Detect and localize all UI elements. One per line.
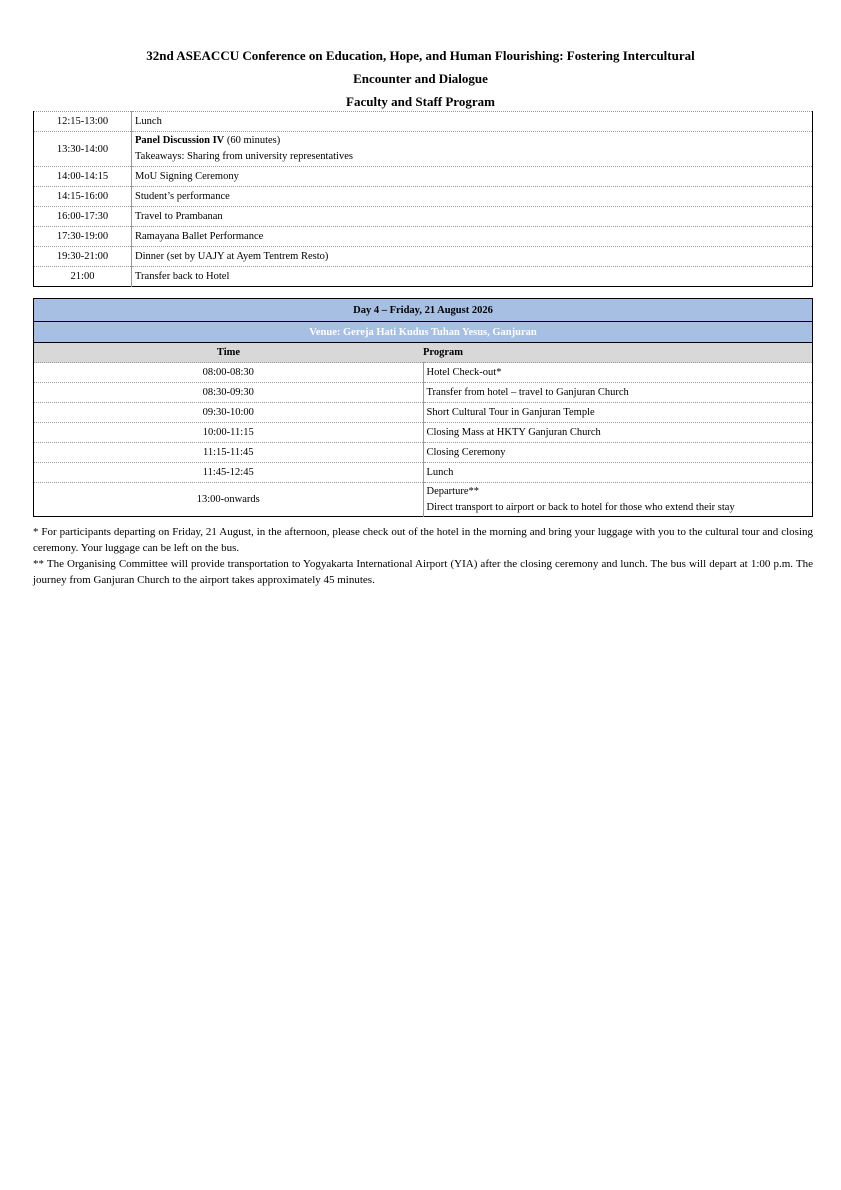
time-cell: 14:15-16:00 — [34, 187, 132, 207]
conference-title-line-2: Encounter and Dialogue — [353, 71, 488, 86]
program-cell: Ramayana Ballet Performance — [132, 227, 813, 247]
program-cell — [132, 132, 813, 167]
session-duration: (60 minutes) — [224, 135, 281, 146]
table-row — [34, 227, 813, 247]
time-cell: 13:00-onwards — [34, 483, 424, 517]
day-title: Day 4 – Friday, 21 August 2026 — [34, 299, 813, 322]
program-cell: Dinner (set by UAJY at Ayem Tentrem Resto) — [132, 247, 813, 267]
program-cell — [423, 483, 813, 517]
time-cell: 13:30-14:00 — [34, 132, 132, 167]
departure-description: Direct transport to airport or back to hotel for those who extend their stay — [426, 501, 735, 513]
column-header-program: Program — [423, 343, 813, 363]
table-row — [34, 132, 813, 167]
document-header — [0, 44, 841, 113]
table-row — [34, 247, 813, 267]
time-cell: 21:00 — [34, 267, 132, 287]
footnote-checkout: * For participants departing on Friday, 21 August, in the afternoon, please check out of the hotel in the morning and bring your luggage with you to the cultural tour and closing ceremony. Your luggage can be left on the bus. — [33, 526, 813, 554]
venue-label: Venue: Gereja Hati Kudus Tuhan Yesus, Ganjuran — [34, 322, 813, 343]
time-cell: 16:00-17:30 — [34, 207, 132, 227]
table-row — [34, 112, 813, 132]
day-header-row — [34, 299, 813, 322]
program-cell: Lunch — [132, 112, 813, 132]
program-cell: Closing Mass at HKTY Ganjuran Church — [423, 423, 813, 443]
program-cell: Hotel Check-out* — [423, 363, 813, 383]
table-row — [34, 463, 813, 483]
table-row — [34, 403, 813, 423]
program-cell: Transfer from hotel – travel to Ganjuran Church — [423, 383, 813, 403]
venue-row — [34, 322, 813, 343]
table-row — [34, 483, 813, 517]
program-cell: MoU Signing Ceremony — [132, 167, 813, 187]
table-row — [34, 383, 813, 403]
conference-title-line-1: 32nd ASEACCU Conference on Education, Hope, and Human Flourishing: Fostering Intercultural — [146, 48, 695, 63]
table-row — [34, 443, 813, 463]
program-title: Faculty and Staff Program — [346, 94, 495, 109]
program-cell: Travel to Prambanan — [132, 207, 813, 227]
time-cell: 12:15-13:00 — [34, 112, 132, 132]
time-cell: 19:30-21:00 — [34, 247, 132, 267]
table-row — [34, 423, 813, 443]
time-cell: 11:15-11:45 — [34, 443, 424, 463]
column-header-row — [34, 343, 813, 363]
table-row — [34, 167, 813, 187]
time-cell: 09:30-10:00 — [34, 403, 424, 423]
time-cell: 08:30-09:30 — [34, 383, 424, 403]
time-cell: 11:45-12:45 — [34, 463, 424, 483]
time-cell: 17:30-19:00 — [34, 227, 132, 247]
day3-schedule-table — [33, 111, 813, 287]
footnote-airport-transport: ** The Organising Committee will provide transportation to Yogyakarta International Airport (YIA) after the closing ceremony and lunch. The bus will depart at 1:00 p.m. The journey from Ganjuran Church to the airport takes approximately 45 minutes. — [33, 558, 813, 586]
program-cell: Student’s performance — [132, 187, 813, 207]
departure-title: Departure** — [426, 485, 479, 497]
column-header-time: Time — [34, 343, 424, 363]
footnotes — [33, 524, 813, 588]
day4-schedule-table — [33, 298, 813, 517]
session-description: Takeaways: Sharing from university representatives — [135, 151, 353, 162]
table-row — [34, 207, 813, 227]
session-title: Panel Discussion IV — [135, 135, 225, 146]
program-cell: Closing Ceremony — [423, 443, 813, 463]
program-cell: Short Cultural Tour in Ganjuran Temple — [423, 403, 813, 423]
time-cell: 10:00-11:15 — [34, 423, 424, 443]
table-row — [34, 267, 813, 287]
program-cell: Transfer back to Hotel — [135, 271, 230, 282]
program-cell: Lunch — [423, 463, 813, 483]
time-cell: 14:00-14:15 — [34, 167, 132, 187]
table-row — [34, 187, 813, 207]
time-cell: 08:00-08:30 — [34, 363, 424, 383]
table-row — [34, 363, 813, 383]
